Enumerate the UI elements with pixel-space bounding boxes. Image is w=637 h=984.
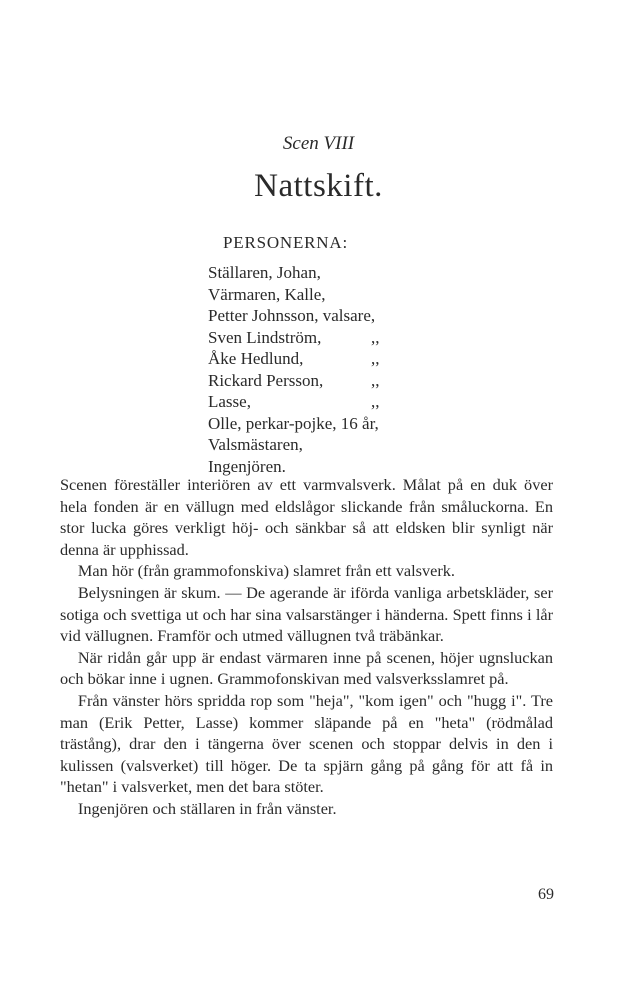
cast-member-name: Petter Johnsson, valsare, [208, 306, 376, 325]
cast-member-name: Åke Hedlund, [208, 349, 304, 368]
cast-member-name: Lasse, [208, 392, 251, 411]
cast-member [208, 348, 379, 370]
stage-paragraph: Belysningen är skum. — De agerande är iförda vanliga arbetskläder, ser sotiga och svettiga ut och har sina valsarstänger i händerna. Spett finns i lår vid vällugnen. Framför och utmed vällugnen två träbänkar. [60, 582, 553, 646]
stage-paragraph: Man hör (från grammofonskiva) slamret från ett valsverk. [77, 561, 455, 581]
stage-directions [60, 474, 553, 820]
cast-member-name: Sven Lindström, [208, 327, 322, 347]
cast-member-name: Olle, perkar-pojke, 16 år, [208, 413, 379, 433]
stage-paragraph: Scenen föreställer interiören av ett varmvalsverk. Målat på en duk över hela fonden är en vällugn med eldslågor slickande från småluckorna. En stor lucka göres verkligt höj- och sänkbar så att eldsken blir synligt när denna är upphissad. [60, 475, 553, 559]
page-number: 69 [538, 886, 554, 903]
cast-member [208, 370, 379, 392]
ditto-mark: ,, [371, 392, 380, 411]
cast-member-name: Värmaren, Kalle, [208, 284, 326, 304]
scene-number: Scen VIII [282, 133, 355, 154]
stage-paragraph: Från vänster hörs spridda rop som "heja", "kom igen" och "hugg i". Tre man (Erik Petter, Lasse) kommer släpande på en "heta" (rödmålad trästång), drar den i tängerna över scenen och stoppar delvis in den i kulissen (valsverket) till höger. De ta spjärn gång på gång för att få in "hetan" i valsverket, men det bara stöter. [60, 690, 553, 797]
cast-heading: PERSONERNA: [223, 233, 348, 252]
cast-member [208, 391, 379, 413]
ditto-mark: ,, [371, 370, 380, 390]
cast-member-name: Rickard Persson, [208, 370, 324, 390]
scene-title: Nattskift. [254, 168, 383, 204]
cast-member [208, 262, 379, 284]
ditto-mark: ,, [371, 349, 380, 368]
cast-member [208, 434, 379, 456]
stage-paragraph: När ridån går upp är endast värmaren inne på scenen, höjer ugnsluckan och bökar inne i ugnen. Grammofonskivan med valsverksslamret på. [60, 647, 553, 689]
cast-member-name: Ställaren, Johan, [208, 263, 321, 282]
stage-paragraph: Ingenjören och ställaren in från vänster. [77, 798, 337, 818]
ditto-mark: ,, [371, 327, 380, 347]
cast-member [208, 327, 379, 349]
cast-member-name: Ingenjören. [208, 456, 286, 476]
cast-member [208, 284, 379, 306]
cast-member [208, 305, 379, 327]
cast-member-name: Valsmästaren, [208, 435, 303, 454]
cast-member [208, 413, 379, 435]
cast-list [208, 262, 379, 477]
